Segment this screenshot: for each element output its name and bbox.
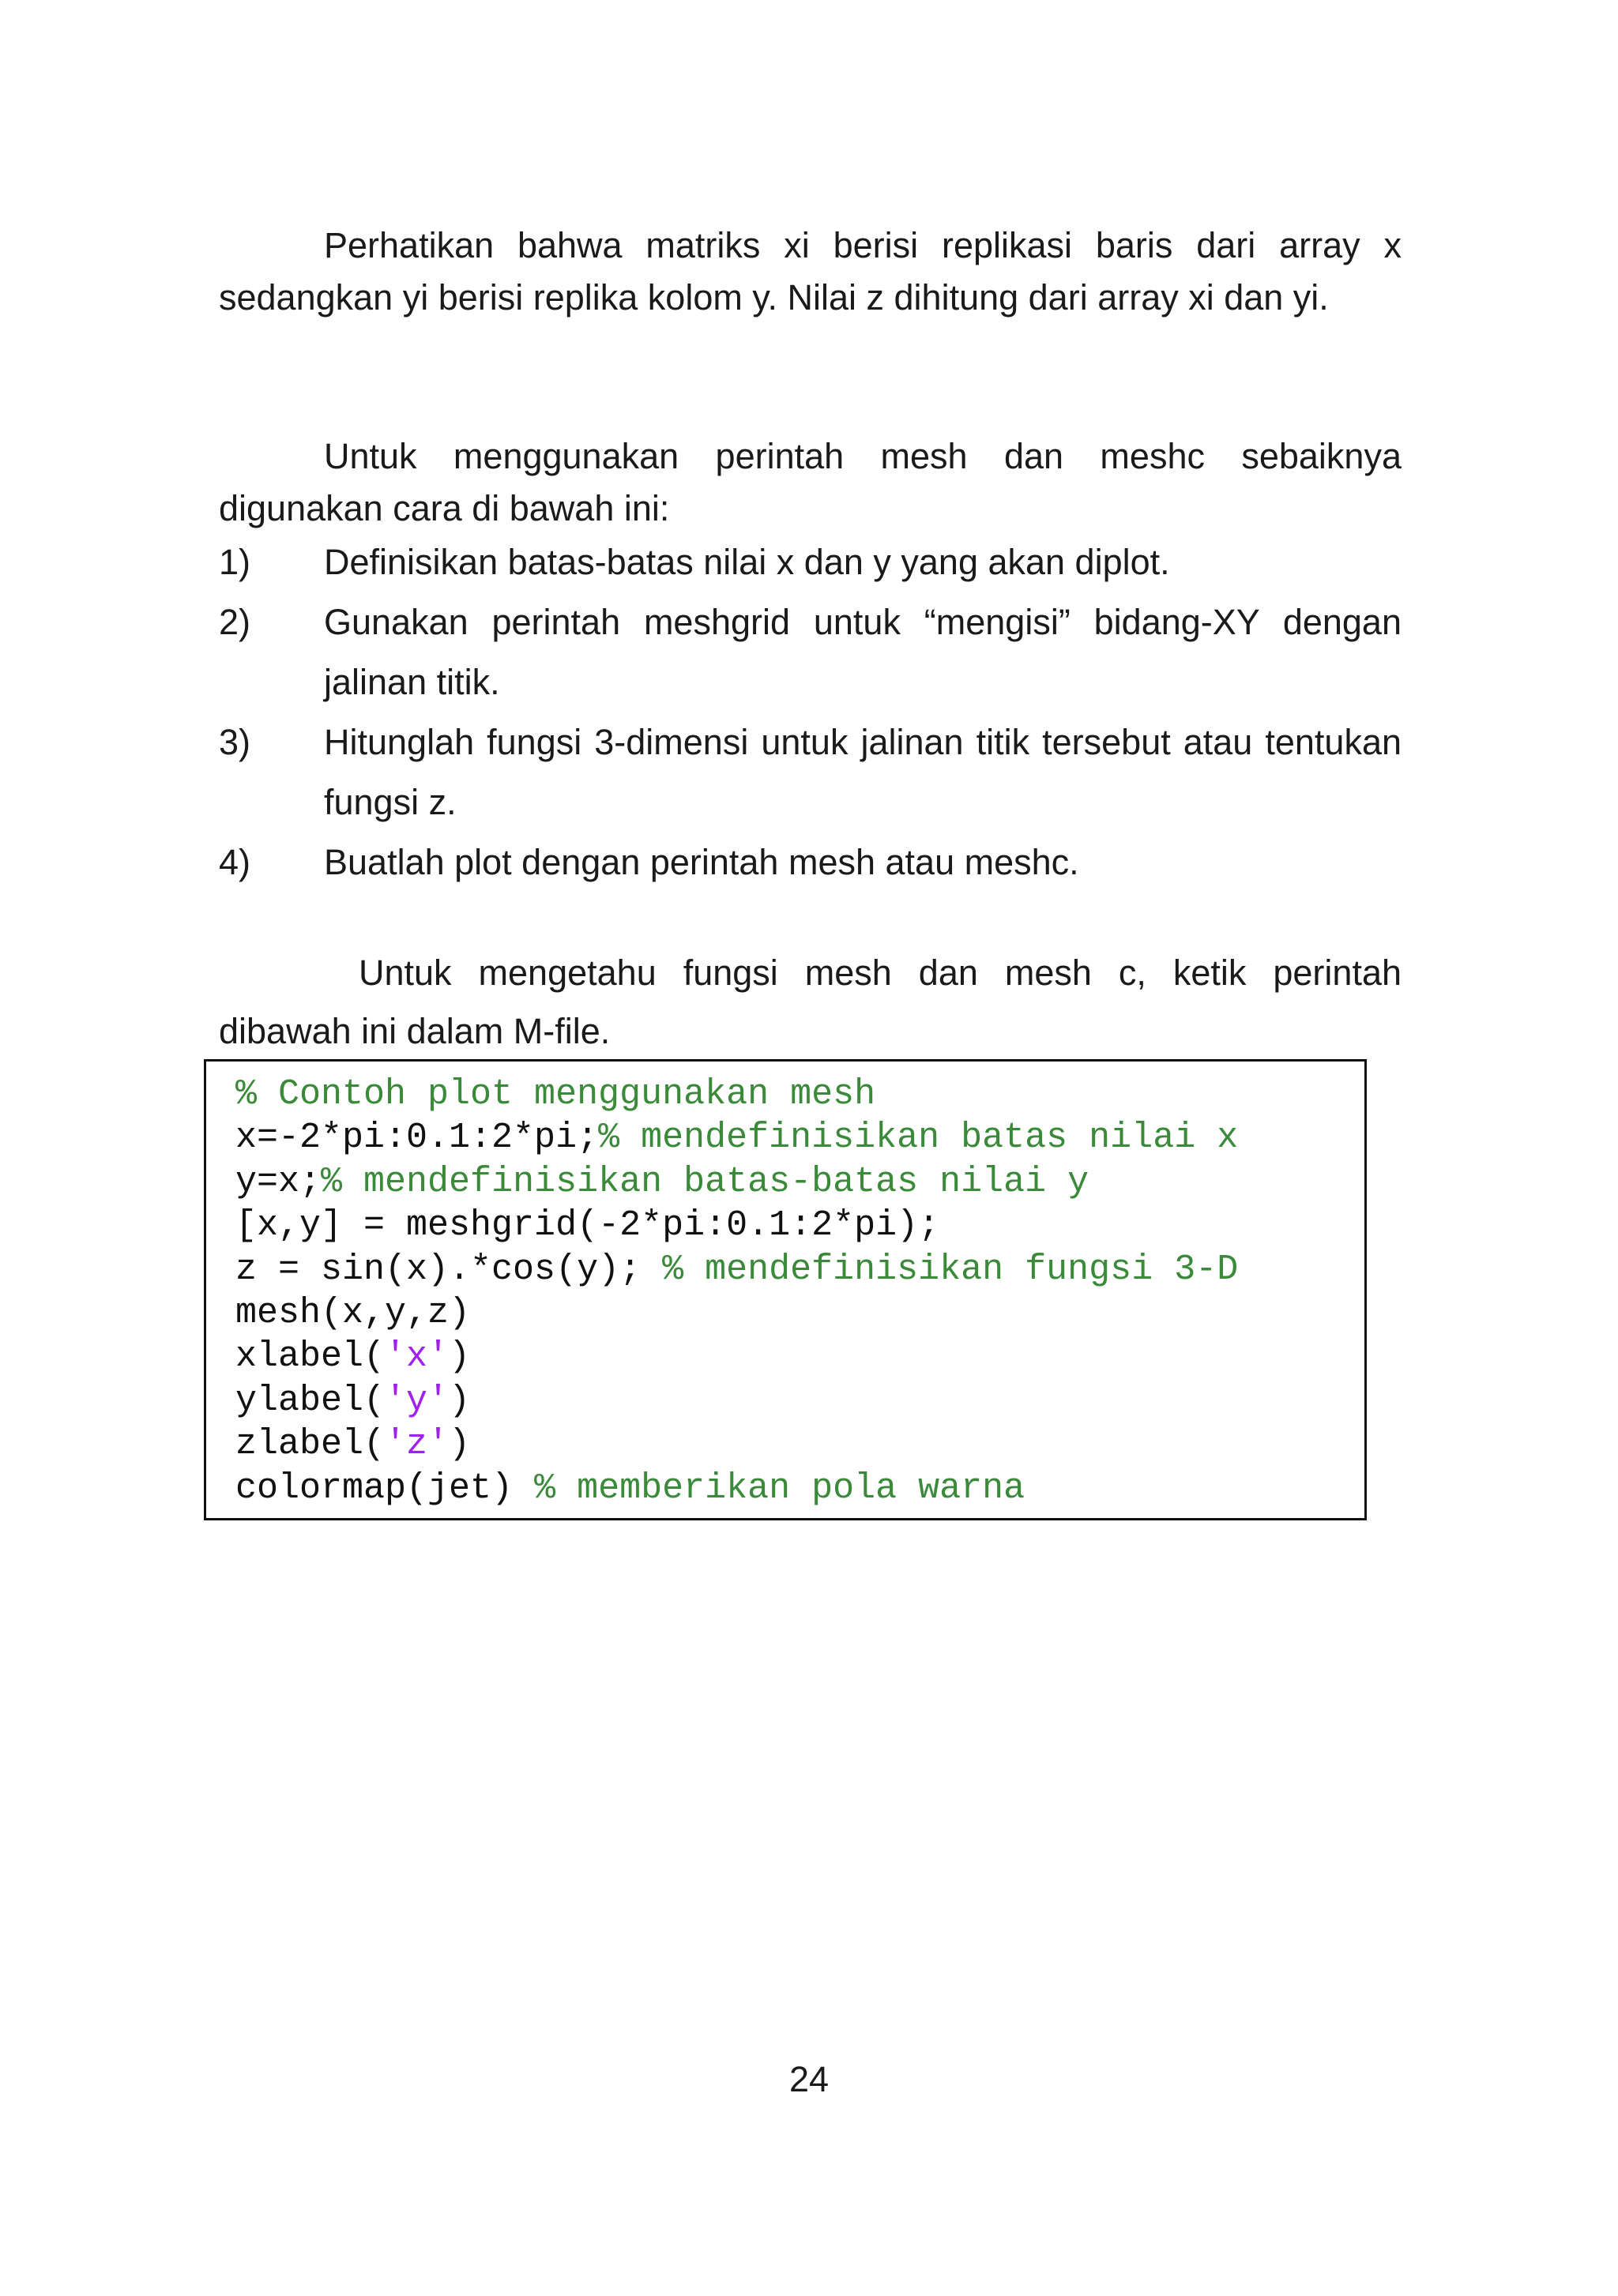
paragraph-steps-intro [219, 430, 1402, 535]
code-statement: colormap(jet) [235, 1467, 535, 1509]
paragraph-code-intro [219, 944, 1402, 1061]
page-number: 24 [788, 2059, 830, 2099]
list-item [219, 712, 1402, 832]
code-comment: % memberikan pola warna [534, 1467, 1025, 1509]
code-comment: % mendefinisikan batas-batas nilai y [321, 1161, 1089, 1202]
paragraph-intro-text: Perhatikan bahwa matriks xi berisi replikasi baris dari array x sedangkan yi berisi replika kolom y. Nilai z dihitung dari array xi dan yi. [219, 225, 1402, 318]
code-statement: y=x; [235, 1161, 322, 1202]
code-line [235, 1335, 1364, 1378]
step-number: 3) [219, 722, 251, 762]
code-statement: ) [449, 1380, 471, 1421]
steps-list [219, 532, 1402, 892]
code-statement: xlabel( [235, 1336, 386, 1377]
step-number: 4) [219, 842, 251, 882]
list-item [219, 832, 1402, 892]
code-statement: x=-2*pi:0.1:2*pi; [235, 1118, 599, 1159]
code-statement: z = sin(x).*cos(y); [235, 1249, 663, 1290]
code-string: 'z' [385, 1424, 450, 1465]
step-number: 1) [219, 542, 251, 582]
code-comment: % Contoh plot menggunakan mesh [235, 1074, 876, 1114]
step-number: 2) [219, 602, 251, 642]
code-line [235, 1073, 1364, 1116]
code-line [235, 1248, 1364, 1291]
code-string: 'x' [385, 1336, 450, 1377]
code-statement: ylabel( [235, 1380, 386, 1421]
code-statement: ) [449, 1336, 471, 1377]
paragraph-intro [219, 220, 1402, 324]
list-item [219, 592, 1402, 712]
code-line [235, 1116, 1364, 1159]
code-line [235, 1204, 1364, 1247]
code-comment: % mendefinisikan batas nilai x [598, 1118, 1239, 1159]
code-line [235, 1160, 1364, 1204]
paragraph-steps-intro-text: Untuk menggunakan perintah mesh dan meshc sebaiknya digunakan cara di bawah ini: [219, 436, 1402, 528]
code-line [235, 1379, 1364, 1422]
code-statement: ) [449, 1424, 471, 1465]
code-string: 'y' [385, 1380, 450, 1421]
step-text: Hitunglah fungsi 3-dimensi untuk jalinan titik tersebut atau tentukan fungsi z. [324, 722, 1402, 822]
step-text: Definisikan batas-batas nilai x dan y yang akan diplot. [324, 542, 1170, 582]
step-text: Gunakan perintah meshgrid untuk “mengisi” bidang-XY dengan jalinan titik. [324, 602, 1402, 702]
code-statement: zlabel( [235, 1424, 386, 1465]
code-statement: mesh(x,y,z) [235, 1292, 471, 1333]
code-comment: % mendefinisikan fungsi 3-D [662, 1249, 1239, 1290]
code-line [235, 1422, 1364, 1466]
code-statement: [x,y] = meshgrid(-2*pi:0.1:2*pi); [235, 1205, 940, 1246]
code-line [235, 1291, 1364, 1335]
code-listing [204, 1059, 1367, 1520]
step-text: Buatlah plot dengan perintah mesh atau meshc. [324, 842, 1079, 882]
list-item [219, 532, 1402, 592]
code-line [235, 1467, 1364, 1510]
paragraph-code-intro-text: Untuk mengetahu fungsi mesh dan mesh c, ketik perintah dibawah ini dalam M-file. [219, 953, 1402, 1051]
